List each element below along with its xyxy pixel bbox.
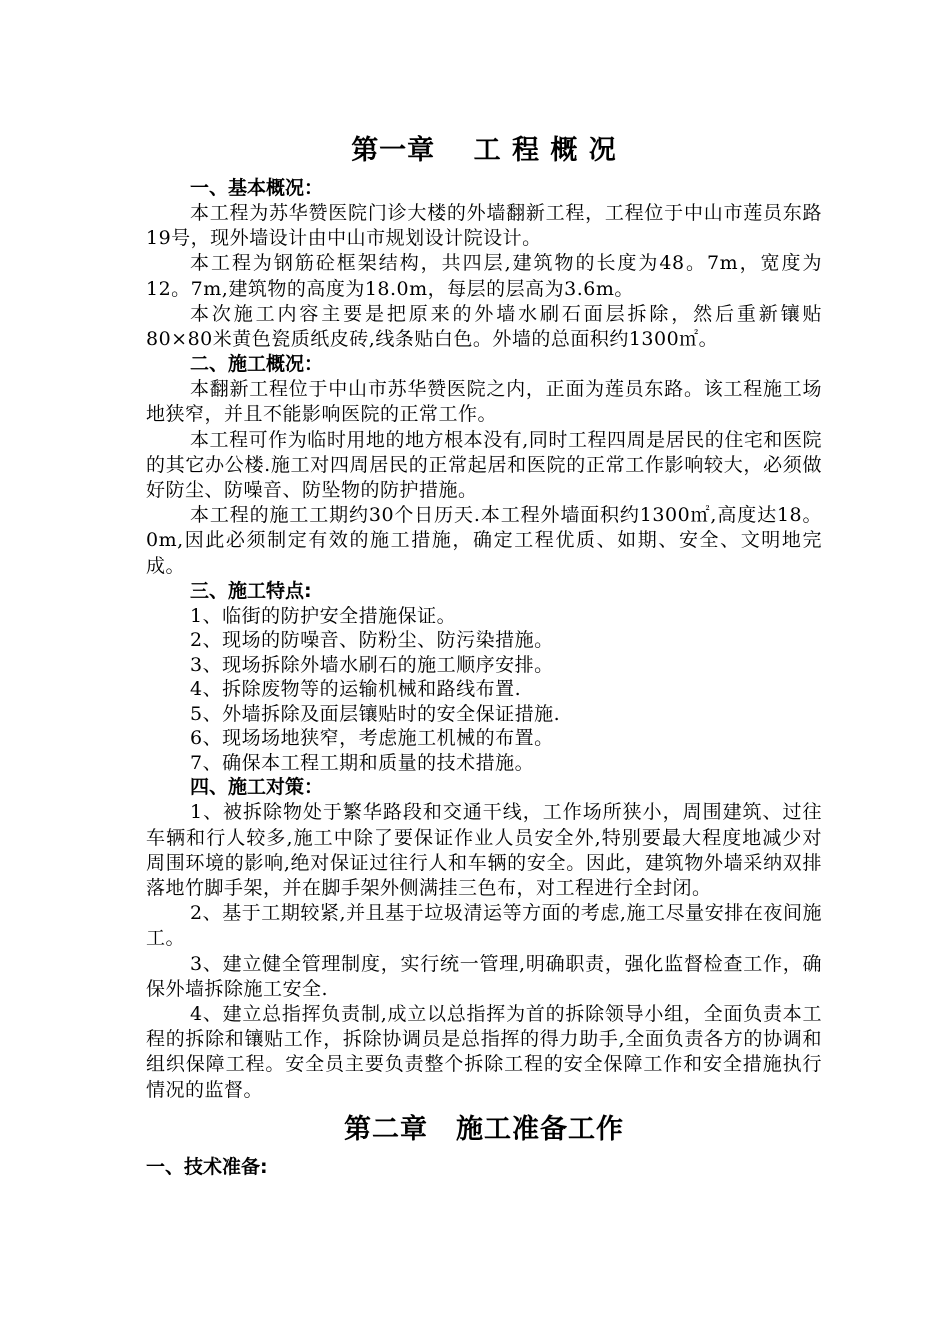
paragraph: 本次施工内容主要是把原来的外墙水刷石面层拆除，然后重新镶贴80×80米黄色瓷质纸皮砖,线条贴白色。外墙的总面积约1300㎡。 bbox=[146, 302, 822, 351]
section-measures-heading: 四、施工对策： bbox=[190, 776, 324, 799]
paragraph: 4、建立总指挥负责制,成立以总指挥为首的拆除领导小组，全面负责本工程的拆除和镶贴工作，拆除协调员是总指挥的得力助手,全面负责各方的协调和组织保障工程。安全员主要负责整个拆除工程的安全保障工作和安全措施执行情况的监督。 bbox=[146, 1002, 822, 1101]
paragraph: 本工程可作为临时用地的地方根本没有,同时工程四周是居民的住宅和医院的其它办公楼.施工对四周居民的正常起居和医院的正常工作影响较大，必须做好防尘、防噪音、防坠物的防护措施。 bbox=[146, 428, 822, 502]
section-features-heading: 三、施工特点: bbox=[190, 579, 312, 602]
list-item: 7、确保本工程工期和质量的技术措施。 bbox=[190, 751, 535, 774]
paragraph: 3、建立健全管理制度，实行统一管理,明确职责，强化监督检查工作，确保外墙拆除施工安全. bbox=[146, 952, 822, 1000]
paragraph: 本工程为苏华赞医院门诊大楼的外墙翻新工程，工程位于中山市莲员东路19号，现外墙设计由中山市规划设计院设计。 bbox=[146, 202, 822, 250]
list-item: 2、现场的防噪音、防粉尘、防污染措施。 bbox=[190, 629, 554, 652]
paragraph: 本工程的施工工期约30个日历天.本工程外墙面积约1300㎡,高度达18。0m,因此必须制定有效的施工措施，确定工程优质、如期、安全、文明地完成。 bbox=[146, 504, 822, 577]
list-item: 6、现场场地狭窄，考虑施工机械的布置。 bbox=[190, 727, 554, 750]
list-item: 5、外墙拆除及面层镶贴时的安全保证措施. bbox=[190, 702, 561, 725]
paragraph: 2、基于工期较紧,并且基于垃圾清运等方面的考虑,施工尽量安排在夜间施工。 bbox=[146, 902, 822, 950]
document-page bbox=[146, 132, 822, 1180]
chapter-2-title: 第二章 施工准备工作 bbox=[344, 1113, 624, 1145]
section-basic-heading: 一、基本概况： bbox=[190, 177, 324, 199]
paragraph: 本工程为钢筋砼框架结构，共四层,建筑物的长度为48。7m，宽度为12。7m,建筑物的高度为18.0m，每层的层高为3.6m。 bbox=[146, 252, 822, 300]
chapter-1-title: 第一章 工 程 概 况 bbox=[351, 135, 617, 166]
list-item: 1、临街的防护安全措施保证。 bbox=[190, 604, 457, 627]
list-item: 3、现场拆除外墙水刷石的施工顺序安排。 bbox=[190, 653, 554, 676]
paragraph: 本翻新工程位于中山市苏华赞医院之内，正面为莲员东路。该工程施工场地狭窄，并且不能影响医院的正常工作。 bbox=[146, 378, 822, 426]
paragraph: 1、被拆除物处于繁华路段和交通干线，工作场所狭小，周围建筑、过往车辆和行人较多,施工中除了要保证作业人员安全外,特别要最大程度地减少对周围环境的影响,绝对保证过往行人和车辆的安全。因此，建筑物外墙采纳双排落地竹脚手架，并在脚手架外侧满挂三色布，对工程进行全封闭。 bbox=[146, 801, 822, 899]
section-construction-heading: 二、施工概况： bbox=[190, 353, 324, 376]
list-item: 4、拆除废物等的运输机械和路线布置. bbox=[190, 678, 522, 701]
section-tech-prep-heading: 一、技术准备: bbox=[146, 1155, 268, 1178]
